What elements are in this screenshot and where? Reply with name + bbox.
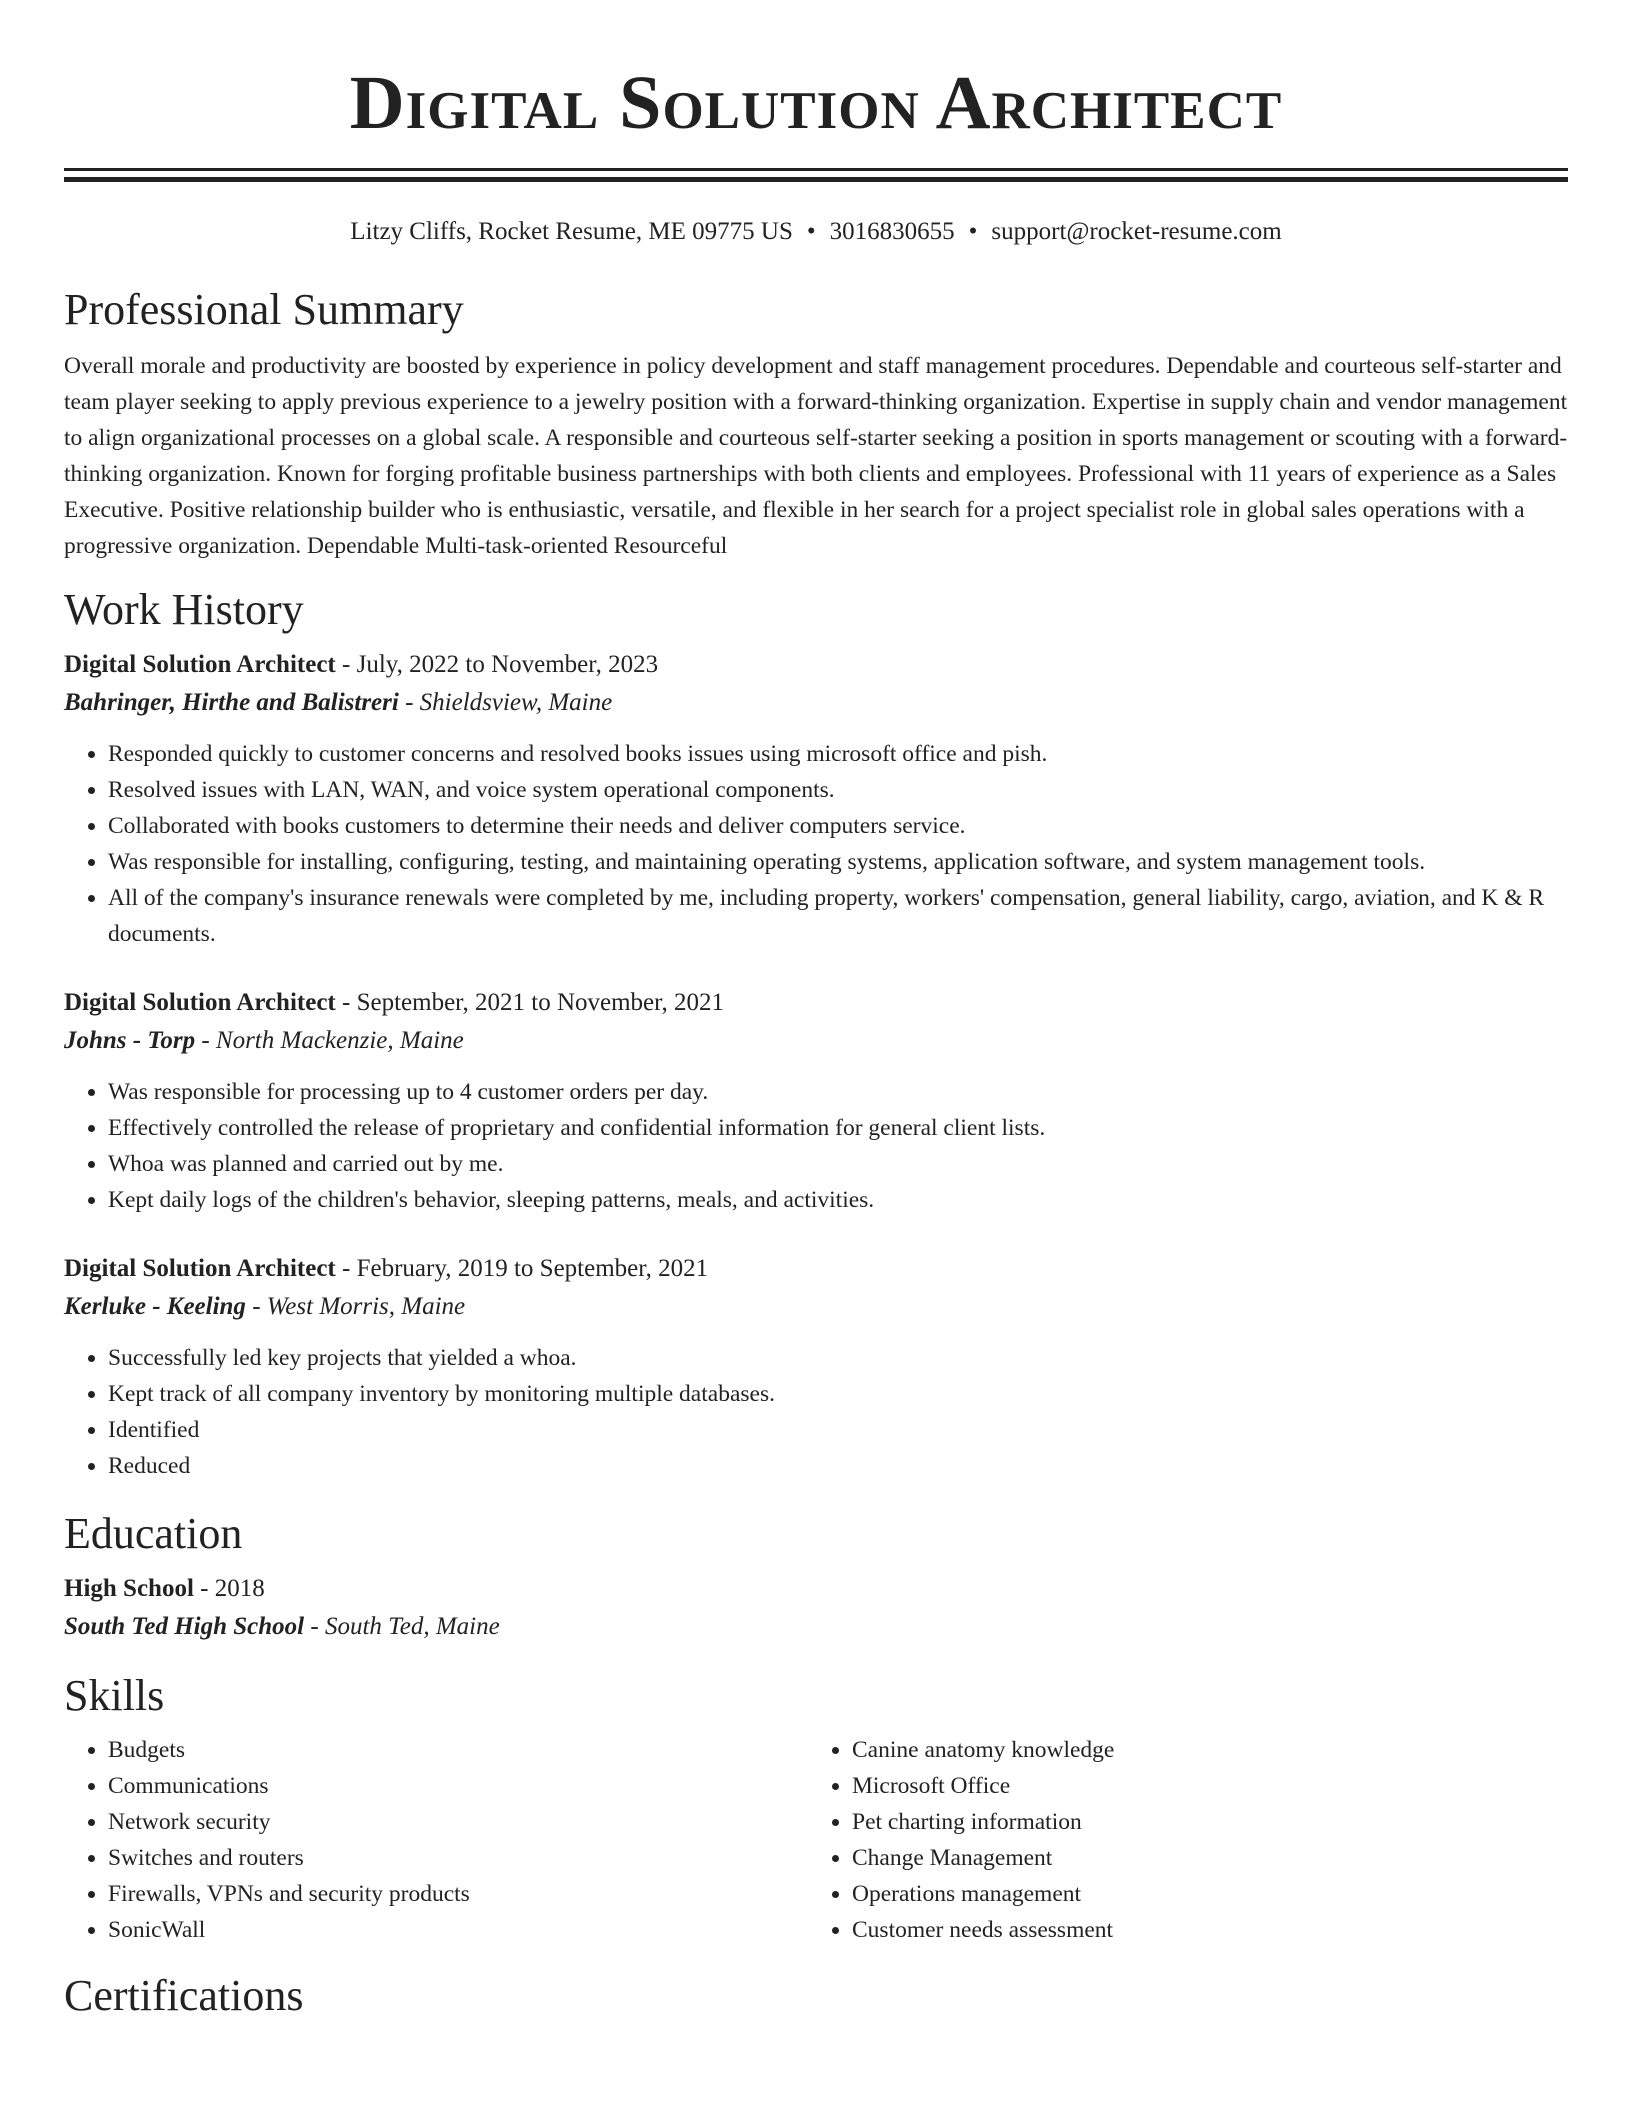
job-role: Digital Solution Architect [64, 989, 336, 1016]
job-role: Digital Solution Architect [64, 651, 336, 678]
job-bullet: • Effectively controlled the release of proprietary and confidential information for general client lists. [108, 1110, 1568, 1146]
skill-item: • SonicWall [108, 1912, 808, 1948]
skill-item: • Switches and routers [108, 1840, 808, 1876]
job-bullet: • Responded quickly to customer concerns and resolved books issues using microsoft office and pish. [108, 736, 1568, 772]
education-header [64, 1570, 1568, 1608]
contact-line [64, 216, 1568, 248]
skill-item: • Firewalls, VPNs and security products [108, 1876, 808, 1912]
contact-separator: • [968, 218, 978, 245]
job-bullets [64, 1340, 1568, 1484]
job-location: - West Morris, Maine [245, 1293, 466, 1320]
job-bullet: • Identified [108, 1412, 1568, 1448]
education-degree: High School [64, 1575, 194, 1602]
job-dates: - July, 2022 to November, 2023 [335, 651, 659, 678]
skill-item: • Budgets [108, 1732, 808, 1768]
job-entry [64, 646, 1568, 952]
education-school: South Ted High School [64, 1613, 305, 1640]
resume-name-title: Digital Solution Architect [349, 61, 1283, 145]
skills-list-left [64, 1732, 808, 1948]
skill-item: • Operations management [852, 1876, 1612, 1912]
contact-phone: 3016830655 [829, 218, 955, 245]
skills-heading: Skills [64, 1671, 165, 1720]
header-rule-thin [64, 168, 1568, 171]
job-company: Bahringer, Hirthe and Balistreri [64, 689, 399, 716]
job-entry [64, 984, 1568, 1218]
job-bullet: • Kept track of all company inventory by monitoring multiple databases. [108, 1376, 1568, 1412]
job-bullets [64, 736, 1568, 952]
skill-item: • Communications [108, 1768, 808, 1804]
job-bullet: • Collaborated with books customers to determine their needs and deliver computers service. [108, 808, 1568, 844]
job-employer [64, 1288, 1568, 1326]
header-rule-thick [64, 177, 1568, 182]
certifications-heading: Certifications [64, 1971, 304, 2020]
job-role: Digital Solution Architect [64, 1255, 336, 1282]
contact-separator: • [806, 218, 816, 245]
contact-address: Litzy Cliffs, Rocket Resume, ME 09775 US [350, 218, 793, 245]
job-header [64, 1250, 1568, 1288]
skill-item: • Customer needs assessment [852, 1912, 1612, 1948]
education-year: - 2018 [193, 1575, 265, 1602]
job-header [64, 646, 1568, 684]
work-history-heading: Work History [64, 585, 304, 634]
summary-text: Overall morale and productivity are boosted by experience in policy development and staff management procedures. Dependable and courteous self-starter and team player seeking to apply previous experience to a jewelry position with a forward-thinking organization. Expertise in supply chain and vendor management to align organizational processes on a global scale. A responsible and courteous self-starter seeking a position in sports management or scouting with a forward-thinking organization. Known for forging profitable business partnerships with both clients and employees. Professional with 11 years of experience as a Sales Executive. Positive relationship builder who is enthusiastic, versatile, and flexible in her search for a project specialist role in global sales operations with a progressive organization. Dependable Multi-task-oriented Resourceful [64, 353, 1568, 559]
contact-email: support@rocket-resume.com [991, 218, 1282, 245]
job-bullet: • Was responsible for processing up to 4 customer orders per day. [108, 1074, 1568, 1110]
job-location: - North Mackenzie, Maine [195, 1027, 464, 1054]
job-company: Kerluke - Keeling [64, 1293, 246, 1320]
skill-item: • Network security [108, 1804, 808, 1840]
job-bullet: • Reduced [108, 1448, 1568, 1484]
job-header [64, 984, 1568, 1022]
skill-item: • Canine anatomy knowledge [852, 1732, 1612, 1768]
job-bullet: • Resolved issues with LAN, WAN, and voice system operational components. [108, 772, 1568, 808]
resume-page [64, 0, 1568, 2022]
education-school-line [64, 1608, 1568, 1646]
summary-heading: Professional Summary [64, 285, 464, 334]
job-dates: - September, 2021 to November, 2021 [335, 989, 724, 1016]
job-dates: - February, 2019 to September, 2021 [335, 1255, 709, 1282]
job-entry [64, 1250, 1568, 1484]
education-heading: Education [64, 1509, 243, 1558]
education-entry [64, 1570, 1568, 1646]
education-location: - South Ted, Maine [304, 1613, 500, 1640]
job-bullet: • All of the company's insurance renewals were completed by me, including property, workers' compensation, general liability, cargo, aviation, and K & R documents. [108, 880, 1568, 952]
job-bullet: • Was responsible for installing, configuring, testing, and maintaining operating systems, application software, and system management tools. [108, 844, 1568, 880]
job-bullet: • Successfully led key projects that yielded a whoa. [108, 1340, 1568, 1376]
job-employer [64, 1022, 1568, 1060]
skill-item: • Change Management [852, 1840, 1612, 1876]
job-location: - Shieldsview, Maine [398, 689, 613, 716]
skill-item: • Pet charting information [852, 1804, 1612, 1840]
job-employer [64, 684, 1568, 722]
job-bullet: • Whoa was planned and carried out by me. [108, 1146, 1568, 1182]
skill-item: • Microsoft Office [852, 1768, 1612, 1804]
skills-columns [64, 1732, 1568, 1948]
skills-list-right [808, 1732, 1612, 1948]
job-bullet: • Kept daily logs of the children's behavior, sleeping patterns, meals, and activities. [108, 1182, 1568, 1218]
job-bullets [64, 1074, 1568, 1218]
job-company: Johns - Torp [64, 1027, 196, 1054]
